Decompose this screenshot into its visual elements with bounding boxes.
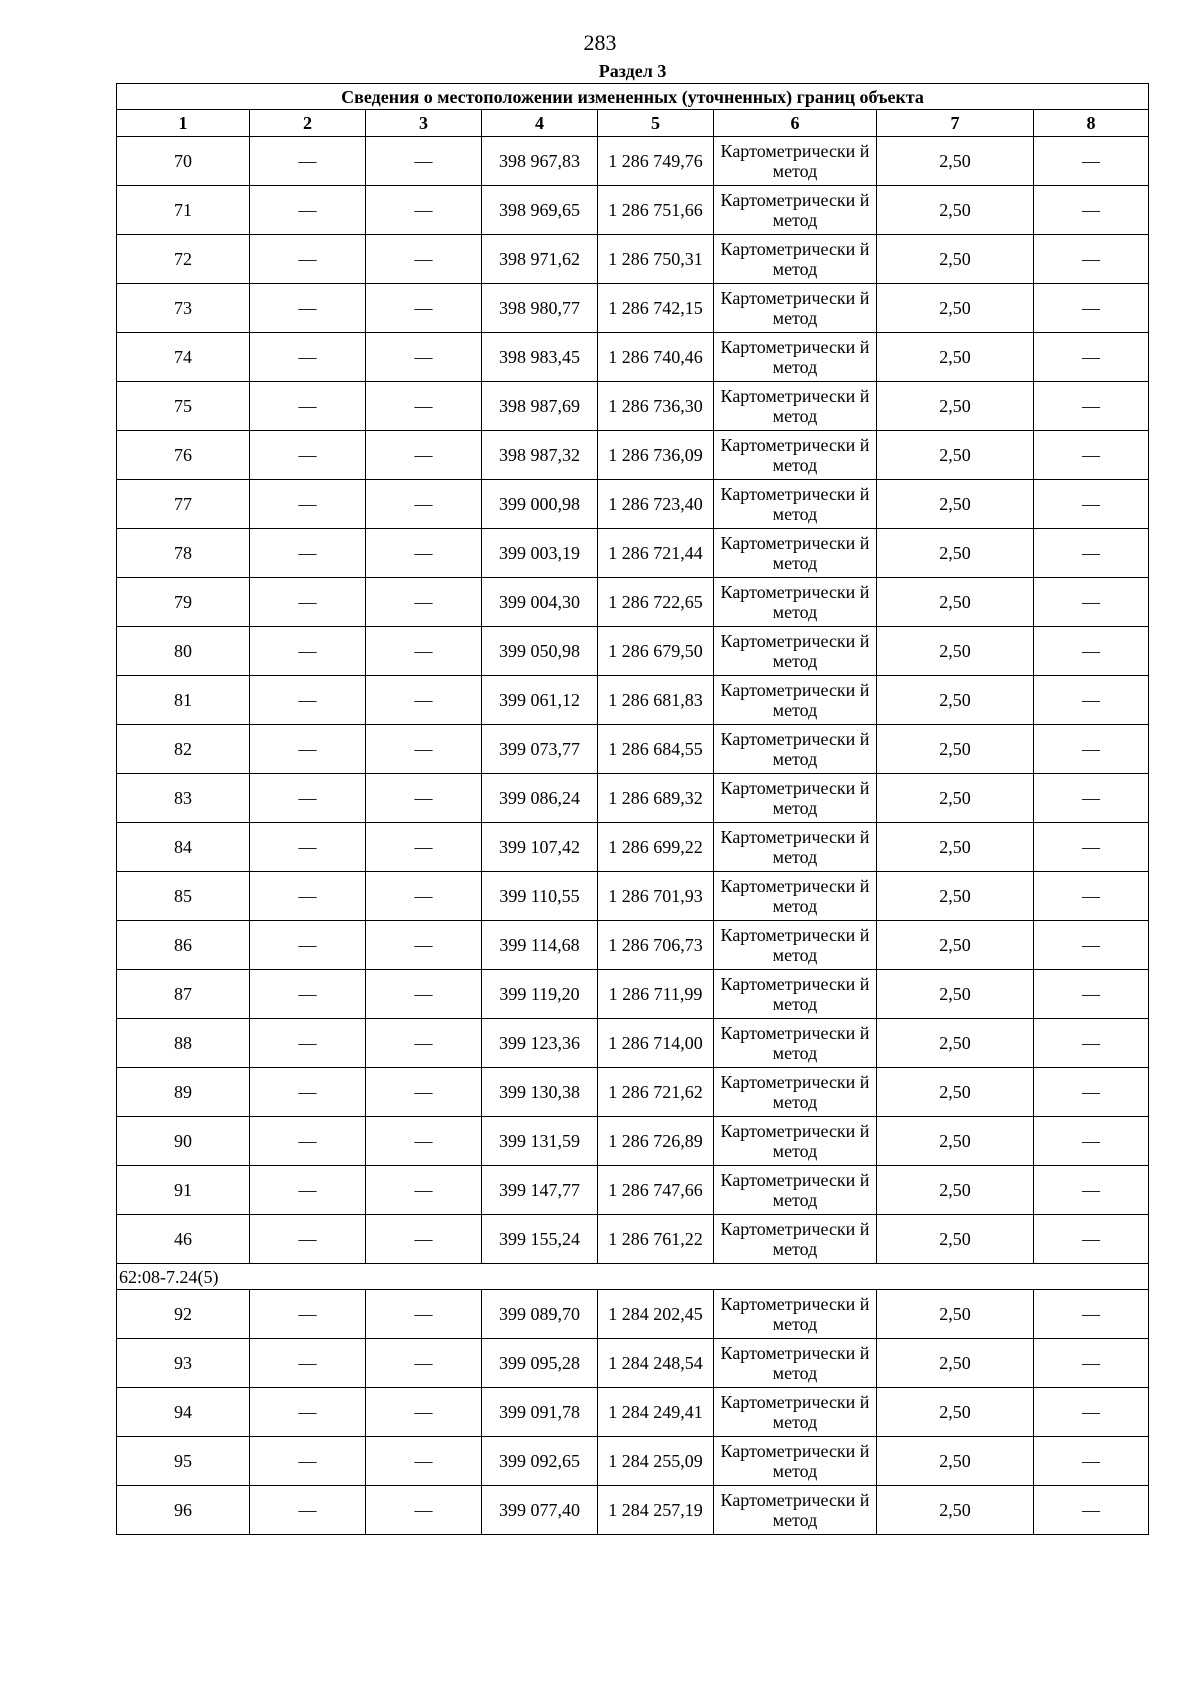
- accuracy-cell: 2,50: [877, 627, 1034, 676]
- method-cell: Картометрически й метод: [714, 1117, 877, 1166]
- method-cell: Картометрически й метод: [714, 1388, 877, 1437]
- table-row: [117, 1166, 1149, 1215]
- table-row: [117, 1019, 1149, 1068]
- col8-cell: —: [1034, 284, 1149, 333]
- group-label: 62:08-7.24(5): [117, 1264, 1149, 1290]
- y-coordinate-cell: 1 286 721,44: [598, 529, 714, 578]
- col2-cell: —: [250, 823, 366, 872]
- x-coordinate-cell: 399 119,20: [482, 970, 598, 1019]
- col2-cell: —: [250, 1117, 366, 1166]
- col3-cell: —: [366, 1339, 482, 1388]
- col8-cell: —: [1034, 235, 1149, 284]
- accuracy-cell: 2,50: [877, 774, 1034, 823]
- col2-cell: —: [250, 1068, 366, 1117]
- x-coordinate-cell: 399 091,78: [482, 1388, 598, 1437]
- table-row: [117, 186, 1149, 235]
- col2-cell: —: [250, 284, 366, 333]
- method-cell: Картометрически й метод: [714, 676, 877, 725]
- point-number-cell: 74: [117, 333, 250, 382]
- y-coordinate-cell: 1 286 681,83: [598, 676, 714, 725]
- accuracy-cell: 2,50: [877, 725, 1034, 774]
- accuracy-cell: 2,50: [877, 1388, 1034, 1437]
- y-coordinate-cell: 1 286 749,76: [598, 137, 714, 186]
- y-coordinate-cell: 1 286 714,00: [598, 1019, 714, 1068]
- col3-cell: —: [366, 970, 482, 1019]
- table-row: [117, 676, 1149, 725]
- table-row: [117, 921, 1149, 970]
- accuracy-cell: 2,50: [877, 1437, 1034, 1486]
- col8-cell: —: [1034, 431, 1149, 480]
- col3-cell: —: [366, 284, 482, 333]
- y-coordinate-cell: 1 286 723,40: [598, 480, 714, 529]
- col8-cell: —: [1034, 1339, 1149, 1388]
- col3-cell: —: [366, 529, 482, 578]
- method-cell: Картометрически й метод: [714, 333, 877, 382]
- y-coordinate-cell: 1 286 711,99: [598, 970, 714, 1019]
- y-coordinate-cell: 1 284 248,54: [598, 1339, 714, 1388]
- point-number-cell: 94: [117, 1388, 250, 1437]
- method-cell: Картометрически й метод: [714, 431, 877, 480]
- column-header: 6: [714, 110, 877, 137]
- y-coordinate-cell: 1 286 742,15: [598, 284, 714, 333]
- col8-cell: —: [1034, 1215, 1149, 1264]
- accuracy-cell: 2,50: [877, 872, 1034, 921]
- col8-cell: —: [1034, 823, 1149, 872]
- y-coordinate-cell: 1 286 750,31: [598, 235, 714, 284]
- point-number-cell: 72: [117, 235, 250, 284]
- accuracy-cell: 2,50: [877, 333, 1034, 382]
- col8-cell: —: [1034, 872, 1149, 921]
- method-cell: Картометрически й метод: [714, 480, 877, 529]
- y-coordinate-cell: 1 284 257,19: [598, 1486, 714, 1535]
- col8-cell: —: [1034, 578, 1149, 627]
- method-cell: Картометрически й метод: [714, 529, 877, 578]
- accuracy-cell: 2,50: [877, 676, 1034, 725]
- table-row: [117, 578, 1149, 627]
- point-number-cell: 83: [117, 774, 250, 823]
- point-number-cell: 92: [117, 1290, 250, 1339]
- col3-cell: —: [366, 725, 482, 774]
- point-number-cell: 75: [117, 382, 250, 431]
- col3-cell: —: [366, 578, 482, 627]
- col8-cell: —: [1034, 529, 1149, 578]
- point-number-cell: 46: [117, 1215, 250, 1264]
- x-coordinate-cell: 399 073,77: [482, 725, 598, 774]
- col8-cell: —: [1034, 480, 1149, 529]
- accuracy-cell: 2,50: [877, 1339, 1034, 1388]
- method-cell: Картометрически й метод: [714, 1486, 877, 1535]
- col3-cell: —: [366, 774, 482, 823]
- col3-cell: —: [366, 1166, 482, 1215]
- x-coordinate-cell: 398 969,65: [482, 186, 598, 235]
- accuracy-cell: 2,50: [877, 1166, 1034, 1215]
- col3-cell: —: [366, 137, 482, 186]
- boundary-coordinates-table: [116, 58, 1149, 1535]
- col8-cell: —: [1034, 1486, 1149, 1535]
- y-coordinate-cell: 1 286 706,73: [598, 921, 714, 970]
- y-coordinate-cell: 1 286 701,93: [598, 872, 714, 921]
- method-cell: Картометрически й метод: [714, 970, 877, 1019]
- col8-cell: —: [1034, 1388, 1149, 1437]
- accuracy-cell: 2,50: [877, 578, 1034, 627]
- col2-cell: —: [250, 872, 366, 921]
- col3-cell: —: [366, 480, 482, 529]
- x-coordinate-cell: 399 000,98: [482, 480, 598, 529]
- accuracy-cell: 2,50: [877, 431, 1034, 480]
- x-coordinate-cell: 399 050,98: [482, 627, 598, 676]
- method-cell: Картометрически й метод: [714, 578, 877, 627]
- col3-cell: —: [366, 1117, 482, 1166]
- column-header: 3: [366, 110, 482, 137]
- table-row: [117, 1117, 1149, 1166]
- x-coordinate-cell: 399 092,65: [482, 1437, 598, 1486]
- y-coordinate-cell: 1 286 679,50: [598, 627, 714, 676]
- table-row: [117, 823, 1149, 872]
- point-number-cell: 82: [117, 725, 250, 774]
- point-number-cell: 76: [117, 431, 250, 480]
- table-row: [117, 284, 1149, 333]
- table-row: [117, 1437, 1149, 1486]
- column-header: 1: [117, 110, 250, 137]
- col3-cell: —: [366, 872, 482, 921]
- col8-cell: —: [1034, 627, 1149, 676]
- x-coordinate-cell: 398 983,45: [482, 333, 598, 382]
- table-row: [117, 480, 1149, 529]
- method-cell: Картометрически й метод: [714, 627, 877, 676]
- x-coordinate-cell: 399 089,70: [482, 1290, 598, 1339]
- col8-cell: —: [1034, 1068, 1149, 1117]
- col2-cell: —: [250, 1019, 366, 1068]
- method-cell: Картометрически й метод: [714, 1290, 877, 1339]
- col3-cell: —: [366, 1486, 482, 1535]
- point-number-cell: 84: [117, 823, 250, 872]
- col2-cell: —: [250, 235, 366, 284]
- table-row: [117, 137, 1149, 186]
- col2-cell: —: [250, 529, 366, 578]
- x-coordinate-cell: 399 131,59: [482, 1117, 598, 1166]
- table-row: [117, 1215, 1149, 1264]
- y-coordinate-cell: 1 286 736,09: [598, 431, 714, 480]
- col3-cell: —: [366, 333, 482, 382]
- col3-cell: —: [366, 1019, 482, 1068]
- col8-cell: —: [1034, 1117, 1149, 1166]
- x-coordinate-cell: 399 086,24: [482, 774, 598, 823]
- accuracy-cell: 2,50: [877, 1019, 1034, 1068]
- col3-cell: —: [366, 431, 482, 480]
- point-number-cell: 95: [117, 1437, 250, 1486]
- y-coordinate-cell: 1 286 726,89: [598, 1117, 714, 1166]
- col3-cell: —: [366, 1388, 482, 1437]
- table-body: [117, 58, 1149, 1535]
- col2-cell: —: [250, 774, 366, 823]
- y-coordinate-cell: 1 284 249,41: [598, 1388, 714, 1437]
- point-number-cell: 87: [117, 970, 250, 1019]
- column-header: 4: [482, 110, 598, 137]
- x-coordinate-cell: 398 971,62: [482, 235, 598, 284]
- col2-cell: —: [250, 137, 366, 186]
- col2-cell: —: [250, 431, 366, 480]
- method-cell: Картометрически й метод: [714, 1019, 877, 1068]
- col8-cell: —: [1034, 186, 1149, 235]
- accuracy-cell: 2,50: [877, 382, 1034, 431]
- accuracy-cell: 2,50: [877, 284, 1034, 333]
- x-coordinate-cell: 398 980,77: [482, 284, 598, 333]
- accuracy-cell: 2,50: [877, 970, 1034, 1019]
- col8-cell: —: [1034, 137, 1149, 186]
- y-coordinate-cell: 1 286 740,46: [598, 333, 714, 382]
- col8-cell: —: [1034, 725, 1149, 774]
- col2-cell: —: [250, 1166, 366, 1215]
- col3-cell: —: [366, 627, 482, 676]
- point-number-cell: 73: [117, 284, 250, 333]
- col2-cell: —: [250, 382, 366, 431]
- col2-cell: —: [250, 970, 366, 1019]
- x-coordinate-cell: 399 003,19: [482, 529, 598, 578]
- column-header: 5: [598, 110, 714, 137]
- table-title-row: [117, 84, 1149, 110]
- point-number-cell: 71: [117, 186, 250, 235]
- table-row: [117, 872, 1149, 921]
- method-cell: Картометрически й метод: [714, 235, 877, 284]
- x-coordinate-cell: 398 987,69: [482, 382, 598, 431]
- accuracy-cell: 2,50: [877, 186, 1034, 235]
- method-cell: Картометрически й метод: [714, 382, 877, 431]
- table-row: [117, 431, 1149, 480]
- x-coordinate-cell: 399 004,30: [482, 578, 598, 627]
- table-row: [117, 1486, 1149, 1535]
- method-cell: Картометрически й метод: [714, 1215, 877, 1264]
- x-coordinate-cell: 399 155,24: [482, 1215, 598, 1264]
- point-number-cell: 80: [117, 627, 250, 676]
- method-cell: Картометрически й метод: [714, 921, 877, 970]
- col8-cell: —: [1034, 333, 1149, 382]
- col8-cell: —: [1034, 970, 1149, 1019]
- x-coordinate-cell: 399 123,36: [482, 1019, 598, 1068]
- col3-cell: —: [366, 1068, 482, 1117]
- col3-cell: —: [366, 1437, 482, 1486]
- y-coordinate-cell: 1 286 761,22: [598, 1215, 714, 1264]
- col2-cell: —: [250, 333, 366, 382]
- page-number: 283: [583, 30, 617, 55]
- point-number-cell: 79: [117, 578, 250, 627]
- x-coordinate-cell: 399 077,40: [482, 1486, 598, 1535]
- accuracy-cell: 2,50: [877, 921, 1034, 970]
- x-coordinate-cell: 398 967,83: [482, 137, 598, 186]
- point-number-cell: 77: [117, 480, 250, 529]
- method-cell: Картометрически й метод: [714, 137, 877, 186]
- x-coordinate-cell: 399 110,55: [482, 872, 598, 921]
- accuracy-cell: 2,50: [877, 1486, 1034, 1535]
- table-row: [117, 333, 1149, 382]
- column-header: 7: [877, 110, 1034, 137]
- column-header: 2: [250, 110, 366, 137]
- method-cell: Картометрически й метод: [714, 1437, 877, 1486]
- point-number-cell: 91: [117, 1166, 250, 1215]
- col3-cell: —: [366, 235, 482, 284]
- col2-cell: —: [250, 627, 366, 676]
- col2-cell: —: [250, 1486, 366, 1535]
- table-row: [117, 774, 1149, 823]
- point-number-cell: 90: [117, 1117, 250, 1166]
- method-cell: Картометрически й метод: [714, 186, 877, 235]
- col3-cell: —: [366, 823, 482, 872]
- col2-cell: —: [250, 1290, 366, 1339]
- col2-cell: —: [250, 1215, 366, 1264]
- y-coordinate-cell: 1 284 255,09: [598, 1437, 714, 1486]
- col3-cell: —: [366, 1290, 482, 1339]
- method-cell: Картометрически й метод: [714, 1068, 877, 1117]
- column-header-row: [117, 110, 1149, 137]
- method-cell: Картометрически й метод: [714, 1339, 877, 1388]
- x-coordinate-cell: 399 107,42: [482, 823, 598, 872]
- table-row: [117, 1388, 1149, 1437]
- method-cell: Картометрически й метод: [714, 725, 877, 774]
- col3-cell: —: [366, 921, 482, 970]
- col8-cell: —: [1034, 1166, 1149, 1215]
- y-coordinate-cell: 1 286 747,66: [598, 1166, 714, 1215]
- col2-cell: —: [250, 1388, 366, 1437]
- point-number-cell: 70: [117, 137, 250, 186]
- method-cell: Картометрически й метод: [714, 774, 877, 823]
- table-row: [117, 725, 1149, 774]
- col2-cell: —: [250, 1437, 366, 1486]
- col8-cell: —: [1034, 676, 1149, 725]
- y-coordinate-cell: 1 286 721,62: [598, 1068, 714, 1117]
- table-row: [117, 1339, 1149, 1388]
- x-coordinate-cell: 399 114,68: [482, 921, 598, 970]
- section-title-row: [117, 58, 1149, 84]
- x-coordinate-cell: 399 095,28: [482, 1339, 598, 1388]
- x-coordinate-cell: 398 987,32: [482, 431, 598, 480]
- point-number-cell: 93: [117, 1339, 250, 1388]
- accuracy-cell: 2,50: [877, 1068, 1034, 1117]
- y-coordinate-cell: 1 286 684,55: [598, 725, 714, 774]
- y-coordinate-cell: 1 284 202,45: [598, 1290, 714, 1339]
- col2-cell: —: [250, 480, 366, 529]
- col8-cell: —: [1034, 382, 1149, 431]
- point-number-cell: 89: [117, 1068, 250, 1117]
- y-coordinate-cell: 1 286 751,66: [598, 186, 714, 235]
- x-coordinate-cell: 399 061,12: [482, 676, 598, 725]
- table-title: Сведения о местоположении измененных (уточненных) границ объекта: [117, 84, 1149, 110]
- accuracy-cell: 2,50: [877, 529, 1034, 578]
- col2-cell: —: [250, 578, 366, 627]
- point-number-cell: 78: [117, 529, 250, 578]
- method-cell: Картометрически й метод: [714, 872, 877, 921]
- y-coordinate-cell: 1 286 736,30: [598, 382, 714, 431]
- table-row: [117, 1290, 1149, 1339]
- x-coordinate-cell: 399 147,77: [482, 1166, 598, 1215]
- table-row: [117, 235, 1149, 284]
- x-coordinate-cell: 399 130,38: [482, 1068, 598, 1117]
- point-number-cell: 96: [117, 1486, 250, 1535]
- y-coordinate-cell: 1 286 722,65: [598, 578, 714, 627]
- col2-cell: —: [250, 186, 366, 235]
- column-header: 8: [1034, 110, 1149, 137]
- table-row: [117, 529, 1149, 578]
- section-title: Раздел 3: [598, 61, 667, 81]
- col3-cell: —: [366, 186, 482, 235]
- point-number-cell: 85: [117, 872, 250, 921]
- accuracy-cell: 2,50: [877, 1215, 1034, 1264]
- accuracy-cell: 2,50: [877, 235, 1034, 284]
- method-cell: Картометрически й метод: [714, 823, 877, 872]
- accuracy-cell: 2,50: [877, 137, 1034, 186]
- method-cell: Картометрически й метод: [714, 1166, 877, 1215]
- accuracy-cell: 2,50: [877, 823, 1034, 872]
- y-coordinate-cell: 1 286 689,32: [598, 774, 714, 823]
- table-row: [117, 627, 1149, 676]
- col2-cell: —: [250, 1339, 366, 1388]
- table-row: [117, 1068, 1149, 1117]
- col3-cell: —: [366, 1215, 482, 1264]
- accuracy-cell: 2,50: [877, 1290, 1034, 1339]
- col8-cell: —: [1034, 774, 1149, 823]
- col8-cell: —: [1034, 1290, 1149, 1339]
- point-number-cell: 88: [117, 1019, 250, 1068]
- col2-cell: —: [250, 676, 366, 725]
- table-row: [117, 970, 1149, 1019]
- point-number-cell: 86: [117, 921, 250, 970]
- col3-cell: —: [366, 382, 482, 431]
- table-row: [117, 382, 1149, 431]
- col3-cell: —: [366, 676, 482, 725]
- point-number-cell: 81: [117, 676, 250, 725]
- method-cell: Картометрически й метод: [714, 284, 877, 333]
- col8-cell: —: [1034, 1437, 1149, 1486]
- col2-cell: —: [250, 921, 366, 970]
- col8-cell: —: [1034, 921, 1149, 970]
- col8-cell: —: [1034, 1019, 1149, 1068]
- group-label-row: [117, 1264, 1149, 1290]
- col2-cell: —: [250, 725, 366, 774]
- accuracy-cell: 2,50: [877, 1117, 1034, 1166]
- y-coordinate-cell: 1 286 699,22: [598, 823, 714, 872]
- accuracy-cell: 2,50: [877, 480, 1034, 529]
